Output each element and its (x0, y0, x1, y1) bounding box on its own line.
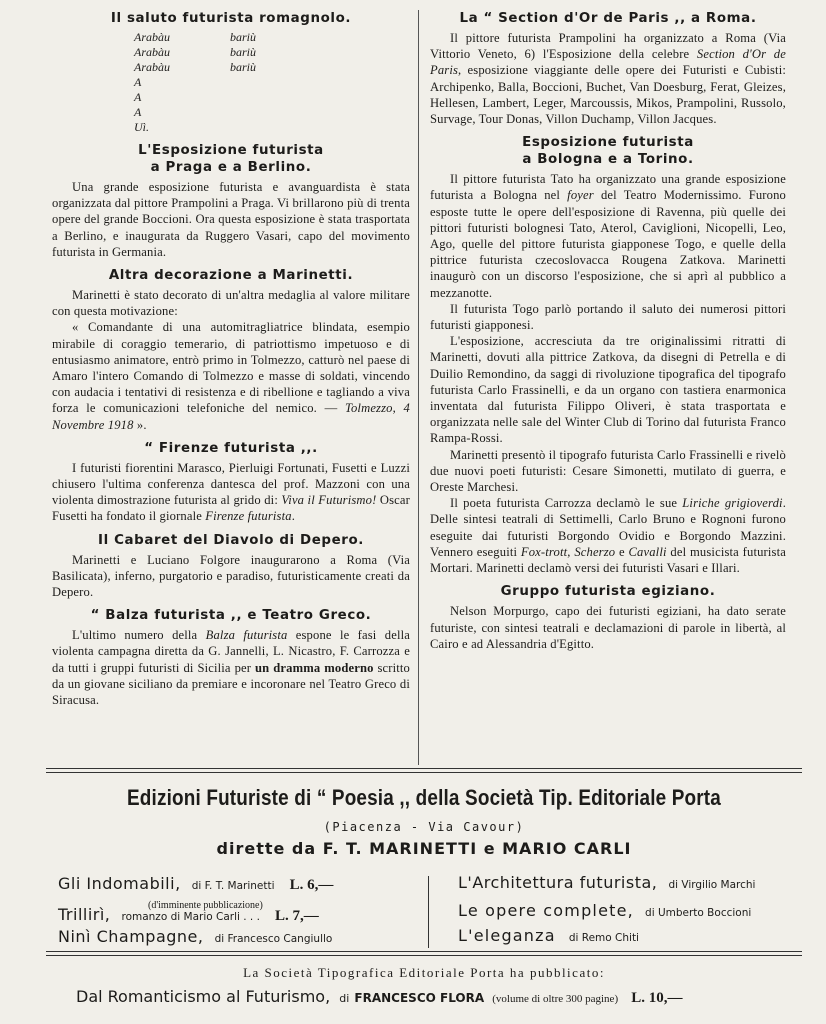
ad-directors: dirette da F. T. MARINETTI e MARIO CARLI (216, 839, 632, 858)
section-praga (52, 142, 410, 260)
romagnolo-heading: Il saluto futurista romagnolo. (110, 11, 352, 26)
right-column (430, 10, 786, 659)
section-cabaret (52, 532, 410, 601)
poem-line: Arabàu bariù (134, 30, 257, 44)
section-balza (52, 607, 410, 708)
section-dor-heading: La “ Section d'Or de Paris ,, a Roma. (459, 11, 757, 26)
book-left-2: Trillirì, romanzo di Mario Carli . . . L. 7,— (58, 905, 319, 924)
section-bologna (430, 134, 786, 576)
ad-divider (428, 876, 429, 948)
section-romagnolo (52, 10, 410, 135)
firenze-paragraph: I futuristi fiorentini Marasco, Pierluigi Fortunati, Fusetti e Luzzi chiusero l'ultima conferenza dantesca del prof. Mazzoni con una violenta dimostrazione futurista al grido di: Viva il Futurismo! Oscar Fusetti ha fondato il giornale Firenze futurista. (52, 460, 410, 524)
bologna-paragraph-2: Il futurista Togo parlò portando il saluto dei numerosi pittori futuristi giapponesi. (430, 301, 786, 333)
poem-line: Arabàu bariù (134, 45, 257, 59)
book-right-3: L'eleganza di Remo Chiti (458, 926, 639, 945)
bologna-paragraph-4: Marinetti presentò il tipografo futurista Carlo Frassinelli e rivelò due nuovi poeti futuristi: Cesare Simonetti, mutilato di guerra, e Oreste Marchesi. (430, 447, 786, 495)
bologna-paragraph-1: Il pittore futurista Tato ha organizzato una grande esposizione futurista a Bologna nel foyer del Teatro Modernissimo. Furono esposte tutte le opere dell'esposizione di Ravenna, più quelle dei pittori futuristi bolognesi Tato, Aterol, Caviglioni, Nicopelli, Leo, Ago, quelle del pittore futurista giapponese Togo, e quelle della pittrice futurista czecoslovacca Rougena Zatkova. Marinetti inaugurò con un discorso l'esposizione, che si aprì al pubblico a mezzanotte. (430, 172, 786, 300)
section-section-dor (430, 10, 786, 127)
cabaret-paragraph: Marinetti e Luciano Folgore inaugurarono a Roma (Via Basilicata), inferno, purgatorio e paradiso, futuristicamente creati da Depero. (52, 552, 410, 600)
left-column (52, 10, 410, 715)
praga-heading-line2: a Praga e a Berlino. (150, 160, 312, 175)
decorazione-heading: Altra decorazione a Marinetti. (108, 268, 354, 284)
bologna-paragraph-3: L'esposizione, accresciuta da tre originalissimi ritratti di Marinetti, dovuti alla pittrice Zatkova, da disegni di Petrella e di Duilio Remondino, da saggi di rivoluzione tipografica del tipografo futurista Carlo Frassinelli, e da un organo con tastiera enarmonica inventata dal futurista Filippo Oliveri, è stata trasportata e organizzata nelle sale del Winter Club di Torino dal futurista Franco Rampa-Rossi. (430, 334, 786, 446)
romagnolo-poem (134, 30, 410, 135)
ad-title: Edizioni Futuriste di “ Poesia ,, della Società Tip. Editoriale Porta (127, 785, 721, 810)
last-book: Dal Romanticismo al Futurismo, di FRANCESCO FLORA (volume di oltre 300 pagine) L. 10,— (76, 987, 683, 1006)
bologna-paragraph-5: Il poeta futurista Carrozza declamò le sue Liriche grigioverdi. Delle sintesi teatrali di Settimelli, Carlo Bruno e Rognoni furono eseguite dai futuristi Borgondo Ovidio e Borgondo Mazzini. Vennero eseguiti Fox-trott, Scherzo e Cavalli del musicista futurista Mortari. Marinetti declamò versi dei futuristi Vasari e Illari. (430, 496, 786, 576)
bologna-heading-line2: a Bologna e a Torino. (522, 152, 694, 168)
firenze-heading: “ Firenze futurista ,,. (144, 440, 318, 456)
book-right-2: Le opere complete, di Umberto Boccioni (458, 901, 752, 920)
book-left-3: Ninì Champagne, di Francesco Cangiullo (58, 927, 333, 946)
section-dor-paragraph: Il pittore futurista Prampolini ha organizzato a Roma (Via Vittorio Veneto, 6) l'Esposizione della celebre Section d'Or de Paris, esposizione viaggiante delle opere dei Futuristi e Cubisti: Archipenko, Balla, Boccioni, Buchet, Van Doesburg, Ferat, Gleizes, Hellesen, Lambert, Leger, Marcoussis, Mikos, Prampolini, Russolo, Survage, Tour Donas, Villon Duchamp, Villon Jacques. (430, 31, 786, 127)
poem-line: A (134, 90, 142, 104)
section-firenze (52, 440, 410, 525)
poem-line: Uì. (134, 120, 149, 134)
balza-paragraph: L'ultimo numero della Balza futurista espone le fasi della violenta campagna diretta da G. Jannelli, L. Nicastro, F. Carrozza e da tutti i gruppi futuristi di Sicilia per un dramma moderno scritto da un giovane siciliano da premiare e incoronare nel Teatro Greco di Siracusa. (52, 628, 411, 708)
published-line: La Società Tipografica Editoriale Porta ha pubblicato: (243, 965, 605, 980)
section-egitto (430, 583, 786, 652)
cabaret-heading: Il Cabaret del Diavolo di Depero. (98, 532, 364, 548)
top-double-rule-2 (46, 772, 802, 773)
egitto-heading: Gruppo futurista egiziano. (500, 584, 716, 600)
egitto-paragraph: Nelson Morpurgo, capo dei futuristi egiziani, ha dato serate futuriste, con sintesi teatrali e declamazioni di parole in libertà, al Cairo e ad Alessandria d'Egitto. (430, 604, 786, 651)
ad-address: (Piacenza - Via Cavour) (323, 820, 525, 834)
bottom-double-rule-2 (46, 955, 802, 956)
top-double-rule (46, 768, 802, 769)
poem-line: Arabàu bariù (134, 60, 257, 74)
praga-paragraph: Una grande esposizione futurista e avanguardista è stata organizzata dal pittore Prampolini a Praga. Vi brillarono più di trenta opere del grande Boccioni. Ora questa esposizione è stata trasportata a Berlino, e inaugurata da Ruggero Vasari, capo del movimento futurista in Germania. (52, 180, 410, 259)
bologna-heading-line1: Esposizione futurista (522, 135, 694, 151)
decorazione-paragraph: Marinetti è stato decorato di un'altra medaglia al valore militare con questa motivazione: (52, 288, 410, 319)
decorazione-motivation: « Comandante di una automitragliatrice blindata, esempio mirabile di coraggio temerario, di patriottismo impetuoso e di entusiasmo animatore, entrò primo in Tolmezzo, catturò nel paese di Amaro l'intero Comando di Tolmezzo e masse di soldati, vincendo con audacia i tentativi di resistenza e di ribellione e tagliando a viva forza le comunicazioni telefoniche del nemico. — Tolmezzo, 4 Novembre 1918 ». (52, 320, 410, 432)
book-left-1-note: (d'imminente pubblicazione) (148, 900, 263, 911)
poem-line: A (134, 105, 142, 119)
balza-heading: “ Balza futurista ,, e Teatro Greco. (90, 608, 372, 624)
bottom-double-rule (46, 951, 802, 952)
column-divider (418, 10, 419, 765)
praga-heading-line1: L'Esposizione futurista (138, 143, 324, 158)
book-right-1: L'Architettura futurista, di Virgilio Marchi (458, 873, 756, 892)
poem-line: A (134, 75, 142, 89)
book-left-1: Gli Indomabili, di F. T. Marinetti L. 6,— (58, 874, 334, 893)
section-decorazione (52, 267, 410, 433)
